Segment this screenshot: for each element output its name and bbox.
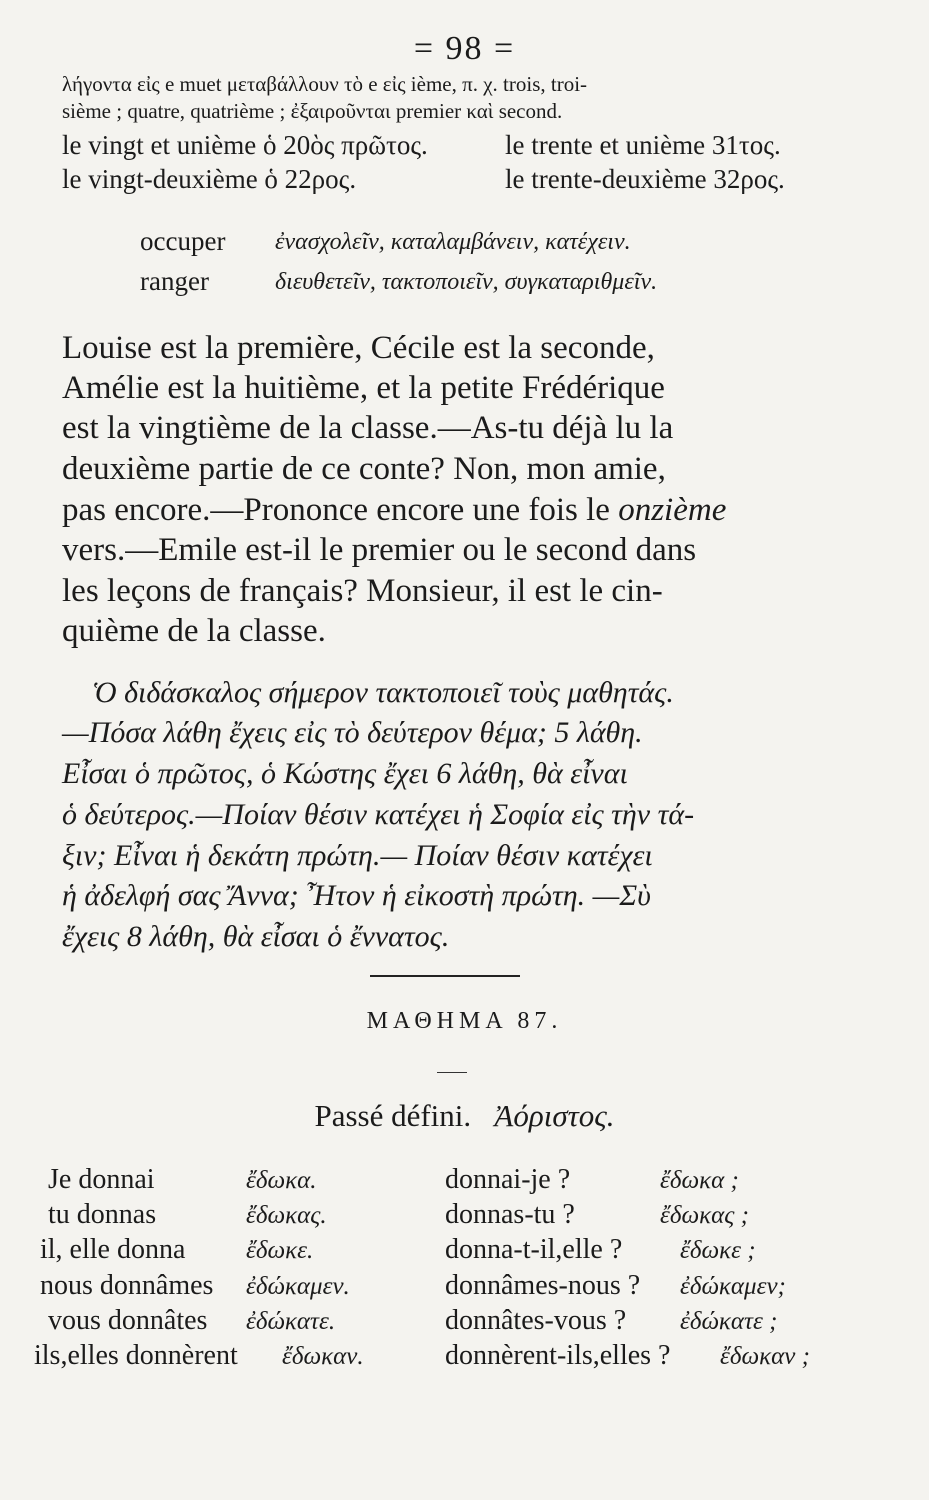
conj-question-french: donnas-tu ? [445,1199,575,1230]
conj-question-greek: ἔδωκαν ; [720,1343,810,1370]
tense-heading-greek: Ἀόριστος. [494,1098,615,1133]
conj-question-french: donnâmes-nous ? [445,1270,641,1301]
conj-french: il, elle donna [40,1234,186,1265]
conj-french: tu donnas [48,1199,157,1230]
greek-line: Εἶσαι ὁ πρῶτος, ὁ Κώστης ἔχει 6 λάθη, θὰ εἶναι [62,757,628,790]
conj-question-french: donnèrent-ils,elles ? [445,1340,671,1371]
french-line: vers.—Emile est-il le premier ou le second dans [62,532,697,568]
conj-question-greek: ἔδωκα ; [660,1167,739,1194]
ordinal-left: le vingt-deuxième ὁ 22ρος. [62,164,357,194]
french-line: est la vingtième de la classe.—As-tu déjà lu la [62,410,674,446]
french-line: quième de la classe. [62,613,326,649]
french-line: Amélie est la huitième, et la petite Frédérique [62,370,665,406]
french-line: deuxième partie de ce conte? Non, mon amie, [62,451,666,487]
conj-french: Je donnai [48,1164,155,1195]
vocab-french: occuper [140,226,226,256]
greek-line: ξιν; Εἶναι ἡ δεκάτη πρώτη.— Ποίαν θέσιν κατέχει [62,839,653,872]
greek-line: —Πόσα λάθη ἔχεις εἰς τὸ δεύτερον θέμα; 5 λάθη. [62,716,643,749]
greek-line: ἔχεις 8 λάθη, θὰ εἶσαι ὁ ἔννατος. [62,920,450,953]
conj-question-greek: ἔδωκας ; [660,1202,749,1229]
vocab-greek: διευθετεῖν, τακτοποιεῖν, συγκαταριθμεῖν. [275,269,658,295]
note-line: sième ; quatre, quatrième ; ἐξαιροῦνται premier καὶ second. [62,99,563,123]
conj-greek: ἔδωκας. [246,1202,327,1229]
tense-heading [0,1098,929,1134]
french-line: les leçons de français? Monsieur, il est le cin- [62,573,663,609]
ordinal-right: le trente-deuxième 32ρος. [505,164,785,194]
conj-question-greek: ἐδώκατε ; [680,1308,778,1335]
tense-heading-french: Passé défini. [314,1098,472,1133]
vocab-french: ranger [140,266,209,296]
conj-greek: ἐδώκατε. [246,1308,336,1335]
conj-french: ils,elles donnèrent [34,1340,238,1371]
lesson-heading: ΜΑΘΗΜΑ 87. [366,1008,563,1034]
conj-question-french: donna-t-il,elle ? [445,1234,623,1265]
conj-greek: ἔδωκαν. [282,1343,364,1370]
french-italic-word: onzième [618,492,727,528]
ordinal-right: le trente et unième 31τος. [505,130,781,160]
vocab-greek: ἐνασχολεῖν, καταλαμβάνειν, κατέχειν. [275,229,631,255]
greek-line: ἡ ἀδελφή σας Ἄννα; Ἦτον ἡ εἰκοστὴ πρώτη. —Σὺ [62,879,651,912]
french-line: Louise est la première, Cécile est la seconde, [62,330,655,366]
conj-question-greek: ἔδωκε ; [680,1237,756,1264]
greek-line: ὁ δεύτερος.—Ποίαν θέσιν κατέχει ἡ Σοφία εἰς τὴν τά- [62,798,695,831]
note-line: λήγοντα εἰς e muet μεταβάλλουν τὸ e εἰς ième, π. χ. trois, troi- [62,72,588,96]
conj-french: vous donnâtes [48,1305,208,1336]
conj-question-french: donnâtes-vous ? [445,1305,627,1336]
greek-line: Ὁ διδάσκαλος σήμερον τακτοποιεῖ τοὺς μαθητάς. [92,676,674,709]
conj-question-greek: ἐδώκαμεν; [680,1273,786,1300]
french-line [62,492,726,529]
conj-french: nous donnâmes [40,1270,214,1301]
ordinal-left: le vingt et unième ὁ 20ὸς πρῶτος. [62,130,428,160]
french-line-text: pas encore.—Prononce encore une fois le [62,492,619,528]
conj-question-french: donnai-je ? [445,1164,571,1195]
page-number: = 98 = [413,30,516,67]
section-divider [370,975,520,977]
conj-greek: ἔδωκε. [246,1237,314,1264]
conj-greek: ἐδώκαμεν. [246,1273,350,1300]
conj-greek: ἔδωκα. [246,1167,317,1194]
short-divider [437,1072,467,1073]
